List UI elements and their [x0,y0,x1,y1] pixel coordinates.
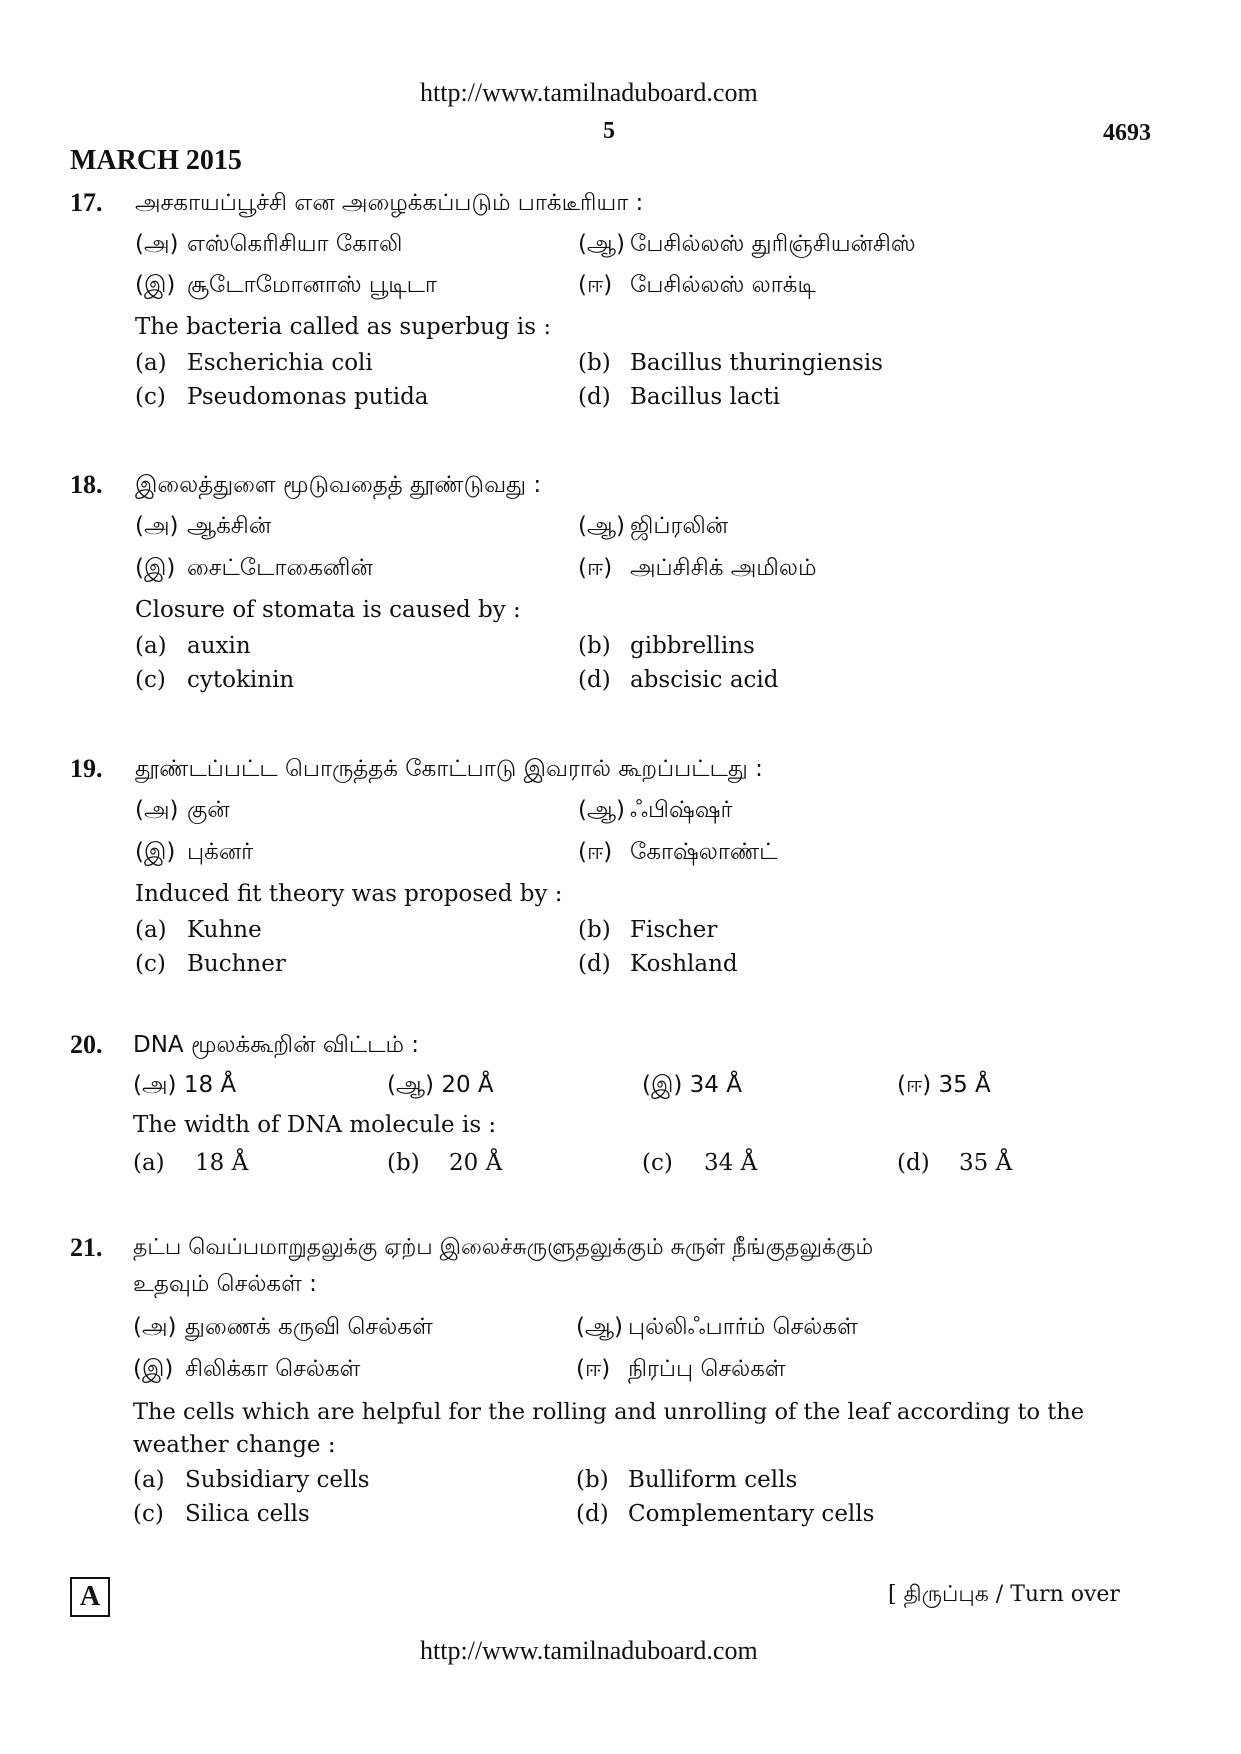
option-text: abscisic acid [630,667,779,693]
option-text: ஃபிஷ்ஷர் [630,797,733,823]
tamil-question: தூண்டப்பட்ட பொருத்தக் கோட்பாடு இவரால் கூறப்பட்டது : [135,756,763,782]
tamil-option-d [578,839,777,868]
english-option-d [578,667,779,693]
english-option-d [578,951,738,977]
option-label: (ஆ) [578,231,626,257]
option-text: எஸ்கெரிசியா கோலி [187,231,403,257]
option-label: (b) [578,633,611,659]
option-text: Bacillus lacti [630,384,781,410]
option-label: (அ) [135,231,179,257]
option-text: நிரப்பு செல்கள் [628,1356,786,1382]
option-text: Escherichia coli [187,350,373,376]
english-question: Closure of stomata is caused by : [135,597,521,623]
question-number: 17. [70,188,103,217]
question-number: 21. [70,1233,103,1262]
option-label: (இ) [135,839,176,865]
option-text: கோஷ்லாண்ட் [630,839,778,865]
option-label: (அ) [135,797,179,823]
option-text: பேசில்லஸ் துரிஞ்சியன்சிஸ் [630,231,916,257]
tamil-option-b [578,797,733,826]
option-text: Complementary cells [628,1501,875,1527]
tamil-question: அசகாயப்பூச்சி என அழைக்கப்படும் பாக்டீரியா : [135,190,644,216]
option-text: புல்லிஃபார்ம் செல்கள் [628,1314,858,1340]
question-number: 18. [70,470,103,499]
option-label: (ஆ) [578,513,626,539]
option-label: (d) [897,1150,930,1176]
english-option-a [133,1150,248,1176]
option-label: (இ) [135,555,176,581]
option-label: (a) [133,1150,165,1176]
option-text: Bulliform cells [628,1467,798,1493]
option-text: ஆக்சின் [187,513,272,539]
option-text: சிலிக்கா செல்கள் [185,1356,361,1382]
english-option-a [133,1467,370,1493]
option-label: (c) [135,951,166,977]
tamil-option-d [578,272,816,301]
booklet-code-box [70,1577,110,1617]
option-label: (a) [135,917,167,943]
option-text: பேசில்லஸ் லாக்டி [630,272,816,298]
option-label: (d) [578,384,611,410]
booklet-code: A [79,1581,101,1612]
option-text: Silica cells [185,1501,310,1527]
option-text: Kuhne [187,917,262,943]
option-label: (b) [578,350,611,376]
option-text: gibbrellins [630,633,755,659]
option-text: அப்சிசிக் அமிலம் [630,555,817,581]
option-text: சைட்டோகைனின் [187,555,373,581]
option-text: Bacillus thuringiensis [630,350,883,376]
tamil-option-a: (அ) 18 Å [133,1072,237,1098]
tamil-option-b [576,1314,858,1343]
option-text: புக்னர் [187,839,254,865]
option-text: Pseudomonas putida [187,384,429,410]
english-option-c [135,951,286,977]
option-label: (அ) [135,513,179,539]
english-question-line-2: weather change : [133,1432,336,1458]
english-option-c [642,1150,757,1176]
english-option-d [897,1150,1012,1176]
tamil-option-a [135,513,271,542]
option-label: (c) [642,1150,673,1176]
option-text: 35 Å [959,1150,1013,1176]
option-text: Subsidiary cells [185,1467,370,1493]
option-label: (b) [578,917,611,943]
option-label: (a) [135,633,167,659]
tamil-option-d [576,1356,786,1385]
tamil-option-c [135,272,437,301]
tamil-option-c [135,555,373,584]
option-label: (ஆ) [576,1314,624,1340]
option-text: 18 Å [195,1150,249,1176]
english-option-d [578,384,780,410]
option-label: (ஈ) [576,1356,611,1382]
tamil-option-c [133,1356,360,1385]
option-label: (b) [576,1467,609,1493]
tamil-option-a [133,1314,433,1343]
tamil-option-a [135,797,230,826]
option-label: (ஈ) [578,555,613,581]
option-text: குன் [187,797,230,823]
option-label: (c) [135,384,166,410]
option-label: (ஈ) [578,839,613,865]
option-text: துணைக் கருவி செல்கள் [185,1314,433,1340]
option-label: (d) [578,667,611,693]
option-label: (c) [135,667,166,693]
tamil-option-b: (ஆ) 20 Å [387,1072,494,1098]
page-number: 5 [603,118,615,144]
english-option-b [578,350,883,376]
bottom-url[interactable]: http://www.tamilnaduboard.com [420,1636,758,1665]
english-option-c [133,1501,310,1527]
english-option-b [576,1467,797,1493]
option-text: auxin [187,633,251,659]
english-option-a [135,633,251,659]
option-text: சூடோமோனாஸ் பூடிடா [187,272,437,298]
english-question: Induced fit theory was proposed by : [135,881,563,907]
tamil-question-line-1: தட்ப வெப்பமாறுதலுக்கு ஏற்ப இலைச்சுருளுதலுக்கும் சுருள் நீங்குதலுக்கும் [133,1235,874,1260]
option-label: (a) [135,350,167,376]
option-text: Fischer [630,917,718,943]
english-option-c [135,667,294,693]
tamil-option-c: (இ) 34 Å [642,1072,742,1098]
english-question: The bacteria called as superbug is : [135,314,552,340]
english-question-line-1: The cells which are helpful for the rolling and unrolling of the leaf according to the [133,1399,1085,1425]
english-option-d [576,1501,874,1527]
english-question: The width of DNA molecule is : [133,1112,497,1138]
english-option-a [135,350,373,376]
option-label: (d) [576,1501,609,1527]
tamil-option-b [578,513,728,542]
tamil-option-c [135,839,253,868]
option-label: (a) [133,1467,165,1493]
option-label: (இ) [133,1356,174,1382]
top-url[interactable]: http://www.tamilnaduboard.com [420,78,758,107]
option-text: ஜிப்ரலின் [630,513,729,539]
english-option-b [387,1150,502,1176]
option-text: 20 Å [449,1150,503,1176]
option-label: (c) [133,1501,164,1527]
turn-over-note: [ திருப்புக / Turn over [888,1582,1120,1607]
option-label: (ஈ) [578,272,613,298]
option-label: (இ) [135,272,176,298]
option-text: Buchner [187,951,286,977]
option-text: 34 Å [704,1150,758,1176]
option-label: (d) [578,951,611,977]
english-option-b [578,917,717,943]
option-label: (ஆ) [578,797,626,823]
option-text: Koshland [630,951,738,977]
question-number: 20. [70,1030,103,1059]
tamil-option-a [135,231,402,260]
option-label: (b) [387,1150,420,1176]
tamil-option-b [578,231,916,260]
english-option-c [135,384,429,410]
question-number: 19. [70,754,103,783]
exam-title: MARCH 2015 [70,145,242,176]
tamil-option-d: (ஈ) 35 Å [897,1072,991,1098]
option-label: (அ) [133,1314,177,1340]
tamil-question-line-2: உதவும் செல்கள் : [133,1271,317,1297]
english-option-b [578,633,755,659]
english-option-a [135,917,262,943]
tamil-question: DNA மூலக்கூறின் விட்டம் : [133,1032,420,1058]
tamil-option-d [578,555,817,584]
option-text: cytokinin [187,667,295,693]
tamil-question: இலைத்துளை மூடுவதைத் தூண்டுவது : [135,472,542,498]
paper-code: 4693 [1103,120,1151,146]
